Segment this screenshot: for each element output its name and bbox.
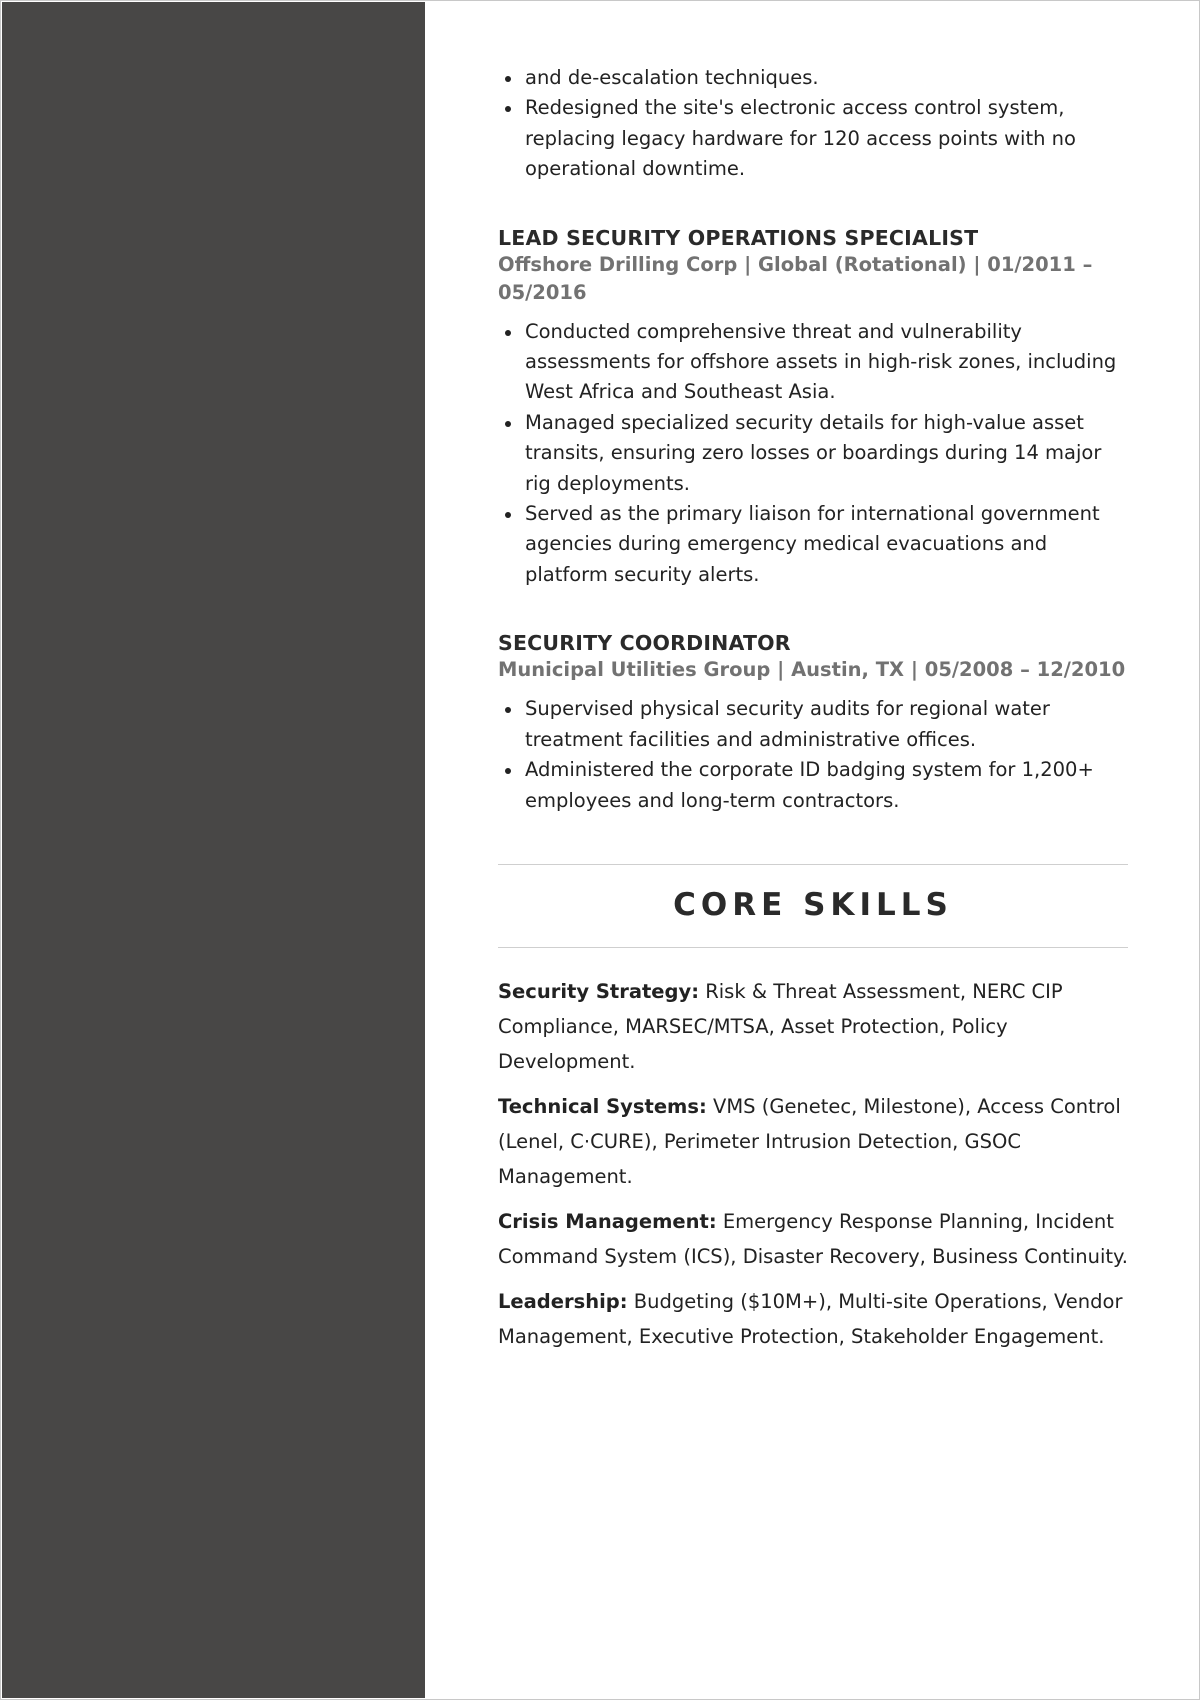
sidebar-panel bbox=[2, 2, 425, 1698]
skill-label: Security Strategy: bbox=[498, 979, 699, 1003]
skill-entry bbox=[498, 1089, 1128, 1194]
skill-text: VMS (Genetec, Milestone), Access Control (Lenel, C·CURE), Perimeter Intrusion Detection, GSOC Management. bbox=[498, 1094, 1121, 1188]
job-title: SECURITY COORDINATOR bbox=[498, 631, 791, 656]
job-meta: Offshore Drilling Corp | Global (Rotational) | 01/2011 – 05/2016 bbox=[498, 252, 1093, 304]
skill-entry bbox=[498, 1284, 1128, 1354]
bullet-item: Served as the primary liaison for international government agencies during emergency medical evacuations and platform security alerts. bbox=[525, 499, 1128, 590]
job-title: LEAD SECURITY OPERATIONS SPECIALIST bbox=[498, 225, 979, 250]
continuation-bullet-list bbox=[498, 63, 1128, 185]
bullet-item: Redesigned the site's electronic access control system, replacing legacy hardware for 120 access points with no operational downtime. bbox=[525, 93, 1128, 184]
skill-text: Risk & Threat Assessment, NERC CIP Compliance, MARSEC/MTSA, Asset Protection, Policy Development. bbox=[498, 979, 1063, 1073]
bullet-item: Supervised physical security audits for regional water treatment facilities and administrative offices. bbox=[525, 694, 1128, 755]
main-column bbox=[498, 63, 1128, 1364]
section-divider-bottom bbox=[498, 947, 1128, 948]
bullet-item: Administered the corporate ID badging system for 1,200+ employees and long-term contractors. bbox=[525, 755, 1128, 816]
bullet-item: and de-escalation techniques. bbox=[525, 63, 1128, 93]
bullet-item: Managed specialized security details for high-value asset transits, ensuring zero losses or boardings during 14 major rig deployments. bbox=[525, 408, 1128, 499]
job-bullet-list bbox=[498, 317, 1128, 591]
job-bullet-list bbox=[498, 694, 1128, 816]
section-heading: CORE SKILLS bbox=[673, 886, 953, 923]
skill-label: Leadership: bbox=[498, 1289, 628, 1313]
job-meta: Municipal Utilities Group | Austin, TX | 05/2008 – 12/2010 bbox=[498, 658, 1126, 682]
skill-text: Budgeting ($10M+), Multi-site Operations, Vendor Management, Executive Protection, Stakeholder Engagement. bbox=[498, 1289, 1123, 1348]
skill-entry bbox=[498, 974, 1128, 1079]
job-entry bbox=[498, 630, 1128, 816]
skill-label: Technical Systems: bbox=[498, 1094, 707, 1118]
skills-list bbox=[498, 974, 1128, 1354]
skill-text: Emergency Response Planning, Incident Command System (ICS), Disaster Recovery, Business Continuity. bbox=[498, 1209, 1128, 1268]
core-skills-section bbox=[498, 864, 1128, 1354]
skill-entry bbox=[498, 1204, 1128, 1274]
bullet-item: Conducted comprehensive threat and vulnerability assessments for offshore assets in high-risk zones, including West Africa and Southeast Asia. bbox=[525, 317, 1128, 408]
job-entry bbox=[498, 225, 1128, 591]
skill-label: Crisis Management: bbox=[498, 1209, 717, 1233]
